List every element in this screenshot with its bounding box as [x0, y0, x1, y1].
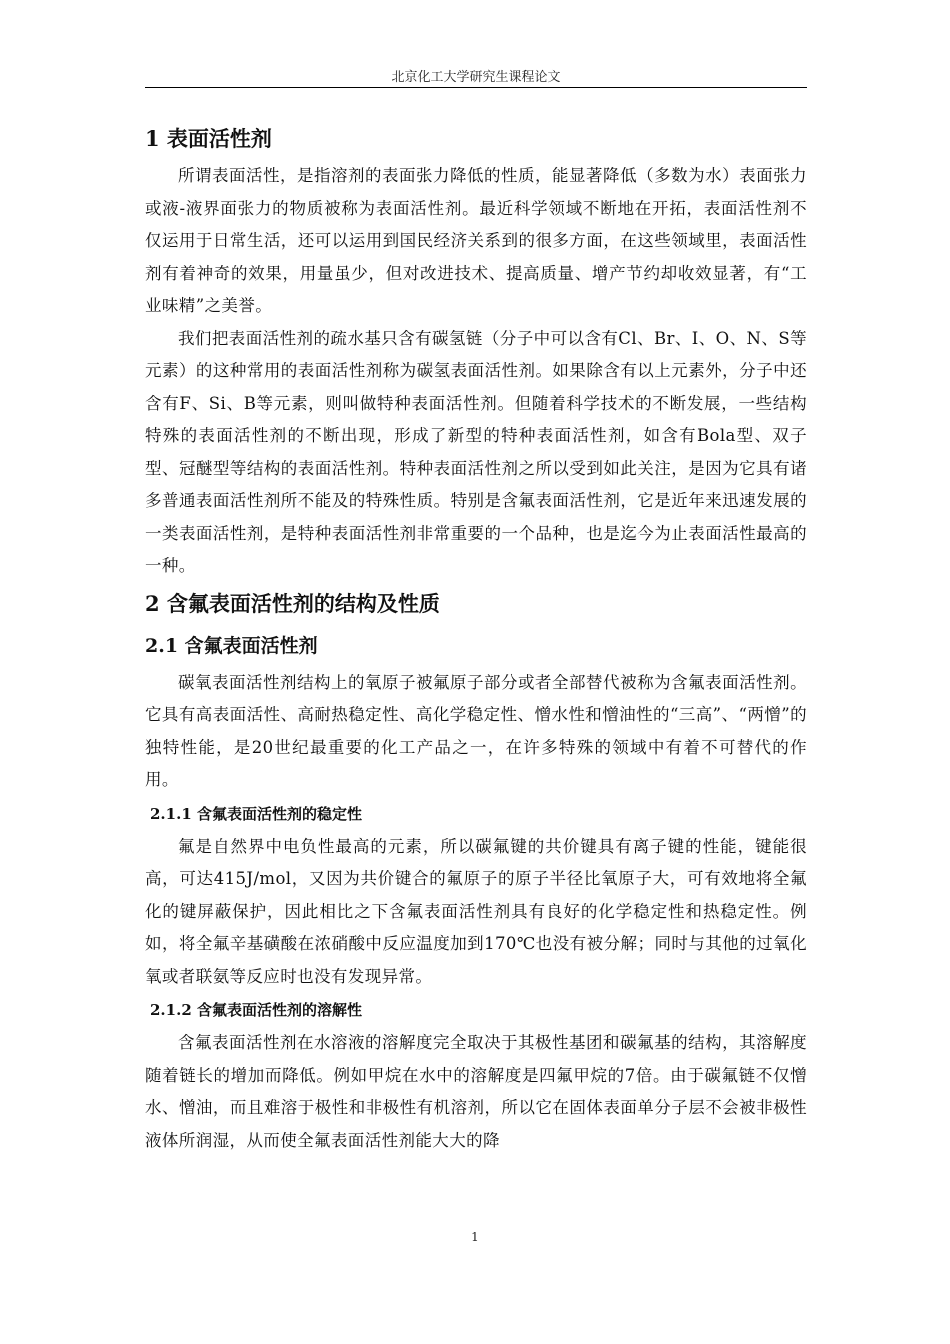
section-2-1-1-paragraph: 氟是自然界中电负性最高的元素，所以碳氟键的共价键具有离子键的性能，键能很高，可达415J/mol，又因为共价键合的氟原子的原子半径比氧原子大，可有效地将全氟化的键屏蔽保护，因此相比之下含氟表面活性剂具有良好的化学稳定性和热稳定性。例如，将全氟辛基磺酸在浓硝酸中反应温度加到170℃也没有被分解；同时与其他的过氧化氧或者联氨等反应时也没有发现异常。: [145, 836, 807, 986]
section-2-heading: 2 含氟表面活性剂的结构及性质: [145, 590, 440, 616]
page-content: [145, 118, 807, 1157]
section-1-heading: 1 表面活性剂: [145, 126, 272, 151]
page-header: 北京化工大学研究生课程论文: [391, 70, 561, 85]
section-1-paragraph-2: 我们把表面活性剂的疏水基只含有碳氢链（分子中可以含有Cl、Br、I、O、N、S等元素）的这种常用的表面活性剂称为碳氢表面活性剂。如果除含有以上元素外，分子中还含有F、Si、B等元素，则叫做特种表面活性剂。但随着科学技术的不断发展，一些结构特殊的表面活性剂的不断出现，形成了新型的特种表面活性剂，如含有Bola型、双子型、冠醚型等结构的表面活性剂。特种表面活性剂之所以受到如此关注，是因为它具有诸多普通表面活性剂所不能及的特殊性质。特别是含氟表面活性剂，它是近年来迅速发展的一类表面活性剂，是特种表面活性剂非常重要的一个品种，也是迄今为止表面活性最高的一种。: [145, 328, 807, 575]
page-number: 1: [471, 1230, 479, 1244]
section-2-1-paragraph: 碳氧表面活性剂结构上的氧原子被氟原子部分或者全部替代被称为含氟表面活性剂。它具有高表面活性、高耐热稳定性、高化学稳定性、憎水性和憎油性的“三高”、“两憎”的独特性能，是20世纪最重要的化工产品之一，在许多特殊的领域中有着不可替代的作用。: [145, 672, 807, 789]
section-1-paragraph-1: 所谓表面活性，是指溶剂的表面张力降低的性质，能显著降低（多数为水）表面张力或液-液界面张力的物质被称为表面活性剂。最近科学领域不断地在开拓，表面活性剂不仅运用于日常生活，还可以运用到国民经济关系到的很多方面，在这些领域里，表面活性剂有着神奇的效果，用量虽少，但对改进技术、提高质量、增产节约却收效显著，有“工业味精”之美誉。: [145, 166, 807, 315]
section-2-1-1-heading: 2.1.1 含氟表面活性剂的稳定性: [150, 804, 362, 823]
section-2-1-heading: 2.1 含氟表面活性剂: [145, 634, 318, 657]
section-2-1-2-paragraph: 含氟表面活性剂在水溶液的溶解度完全取决于其极性基团和碳氟基的结构，其溶解度随着链长的增加而降低。例如甲烷在水中的溶解度是四氟甲烷的7倍。由于碳氟链不仅憎水、憎油，而且难溶于极性和非极性有机溶剂，所以它在固体表面单分子层不会被非极性液体所润湿，从而使全氟表面活性剂能大大的降: [145, 1033, 807, 1150]
header-divider: [145, 87, 807, 88]
section-2-1-2-heading: 2.1.2 含氟表面活性剂的溶解性: [150, 1001, 362, 1019]
